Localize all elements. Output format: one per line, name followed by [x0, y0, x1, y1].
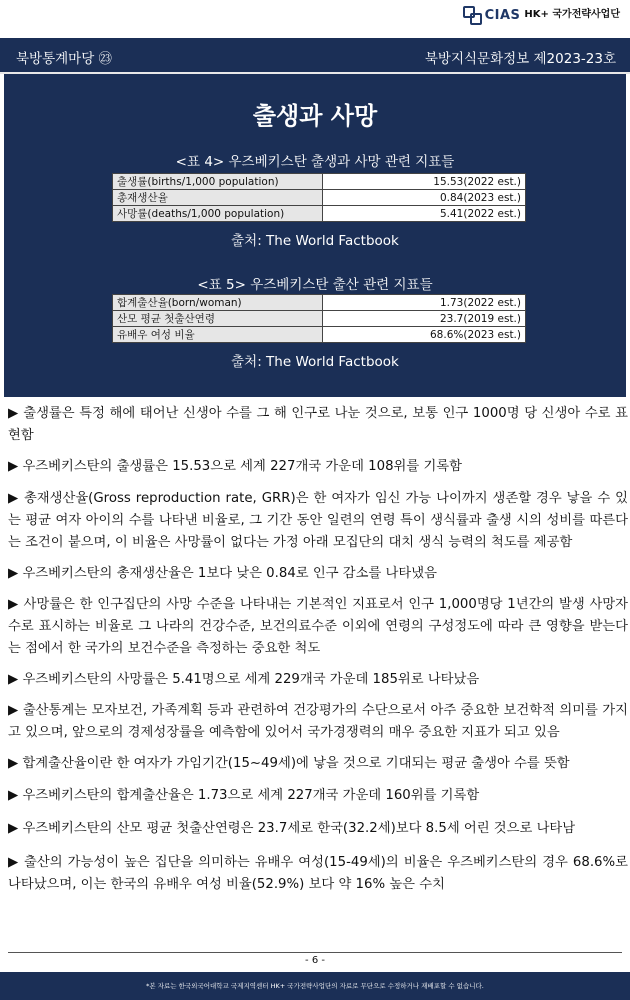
paragraph: ▶ 출산의 가능성이 높은 집단을 의미하는 유배우 여성(15-49세)의 비율은 우즈베키스탄의 경우 68.6%로 나타났으며, 이는 한국의 유배우 여성 비율(52.9%) 보다 약 16% 높은 수치: [8, 855, 628, 892]
body-text: [8, 403, 628, 896]
paragraph: ▶ 우즈베키스탄의 출생률은 15.53으로 세계 227개국 가운데 108위를 기록함: [8, 459, 462, 474]
table-cell-value: 1.73(2022 est.): [323, 295, 526, 311]
logo-program: HK+ 국가전략사업단: [524, 9, 620, 20]
table-row: [113, 190, 526, 206]
table-cell-value: 15.53(2022 est.): [323, 174, 526, 190]
table-cell-label: 유배우 여성 비율: [113, 327, 323, 343]
page-number: - 6 -: [305, 955, 325, 966]
paragraph: ▶ 우즈베키스탄의 사망률은 5.41명으로 세계 229개국 가운데 185위로 나타났음: [8, 672, 480, 687]
table-cell-value: 23.7(2019 est.): [323, 311, 526, 327]
table-cell-label: 총재생산율: [113, 190, 323, 206]
table4-caption: <표 4> 우즈베키스탄 출생과 사망 관련 지표들: [175, 154, 455, 170]
paragraph: ▶ 총재생산율(Gross reproduction rate, GRR)은 한 여자가 임신 가능 나이까지 생존할 경우 낳을 수 있는 평균 여자 아이의 수를 나타낸 비율로, 그 기간 동안 일련의 연령 특이 생식률과 출생 시의 성비를 따른다는 조건이 붙으며, 이 비율은 사망률이 없다는 가정 아래 모집단의 대치 생식 능력의 척도를 제공함: [8, 491, 628, 550]
table-cell-label: 합계출산율(born/woman): [113, 295, 323, 311]
footer-divider: [8, 952, 622, 953]
top-bar: [0, 0, 630, 38]
issue-number: 북방지식문화정보 제2023-23호: [424, 51, 616, 67]
page-title: 출생과 사망: [252, 102, 378, 130]
table-cell-label: 산모 평균 첫출산연령: [113, 311, 323, 327]
series-title: 북방통계마당 ㉓: [16, 51, 113, 67]
table5-source: 출처: The World Factbook: [231, 354, 399, 370]
logo-brand: CIAS: [484, 7, 521, 23]
table4: [112, 173, 526, 222]
table4-source: 출처: The World Factbook: [231, 233, 399, 249]
table-cell-label: 출생률(births/1,000 population): [113, 174, 323, 190]
table-cell-value: 68.6%(2023 est.): [323, 327, 526, 343]
cias-logo: [463, 6, 620, 24]
footer-note: *본 자료는 한국외국어대학교 국제지역센터 HK+ 국가전략사업단의 자료로 무단으로 수정하거나 재배포할 수 없습니다.: [0, 972, 630, 1000]
paragraph: ▶ 우즈베키스탄의 산모 평균 첫출산연령은 23.7세로 한국(32.2세)보다 8.5세 어린 것으로 나타남: [8, 821, 576, 836]
table-row: [113, 206, 526, 222]
table-cell-value: 0.84(2023 est.): [323, 190, 526, 206]
table-row: [113, 295, 526, 311]
table-row: [113, 174, 526, 190]
cias-logo-icon: [463, 6, 481, 24]
paragraph: ▶ 사망률은 한 인구집단의 사망 수준을 나타내는 기본적인 지표로서 인구 1,000명당 1년간의 발생 사망자수로 표시하는 비율로 그 나라의 건강수준, 보건의료수준 이외에 연령의 구성정도에 따라 큰 영향을 받는다는 점에서 한 국가의 보건수준을 측정하는 중요한 척도: [8, 597, 628, 656]
table5-caption: <표 5> 우즈베키스탄 출산 관련 지표들: [197, 277, 433, 293]
table-row: [113, 327, 526, 343]
table-cell-value: 5.41(2022 est.): [323, 206, 526, 222]
paragraph: ▶ 출산통계는 모자보건, 가족계획 등과 관련하여 건강평가의 수단으로서 아주 중요한 보건학적 의미를 가지고 있으며, 앞으로의 경제성장률을 예측함에 있어서 국가경쟁력의 매우 중요한 지표가 되고 있음: [8, 703, 628, 740]
paragraph: ▶ 합계출산율이란 한 여자가 가임기간(15~49세)에 낳을 것으로 기대되는 평균 출생아 수를 뜻함: [8, 756, 570, 771]
paragraph: ▶ 우즈베키스탄의 합계출산율은 1.73으로 세계 227개국 가운데 160위를 기록함: [8, 788, 480, 803]
paragraph: ▶ 우즈베키스탄의 총재생산율은 1보다 낮은 0.84로 인구 감소를 나타냈음: [8, 566, 437, 581]
table-row: [113, 311, 526, 327]
table-cell-label: 사망률(deaths/1,000 population): [113, 206, 323, 222]
paragraph: ▶ 출생률은 특정 해에 태어난 신생아 수를 그 해 인구로 나눈 것으로, 보통 인구 1000명 당 신생아 수로 표현함: [8, 406, 628, 443]
header-band: [0, 38, 630, 72]
summary-panel: [4, 74, 626, 397]
table5: [112, 294, 526, 343]
